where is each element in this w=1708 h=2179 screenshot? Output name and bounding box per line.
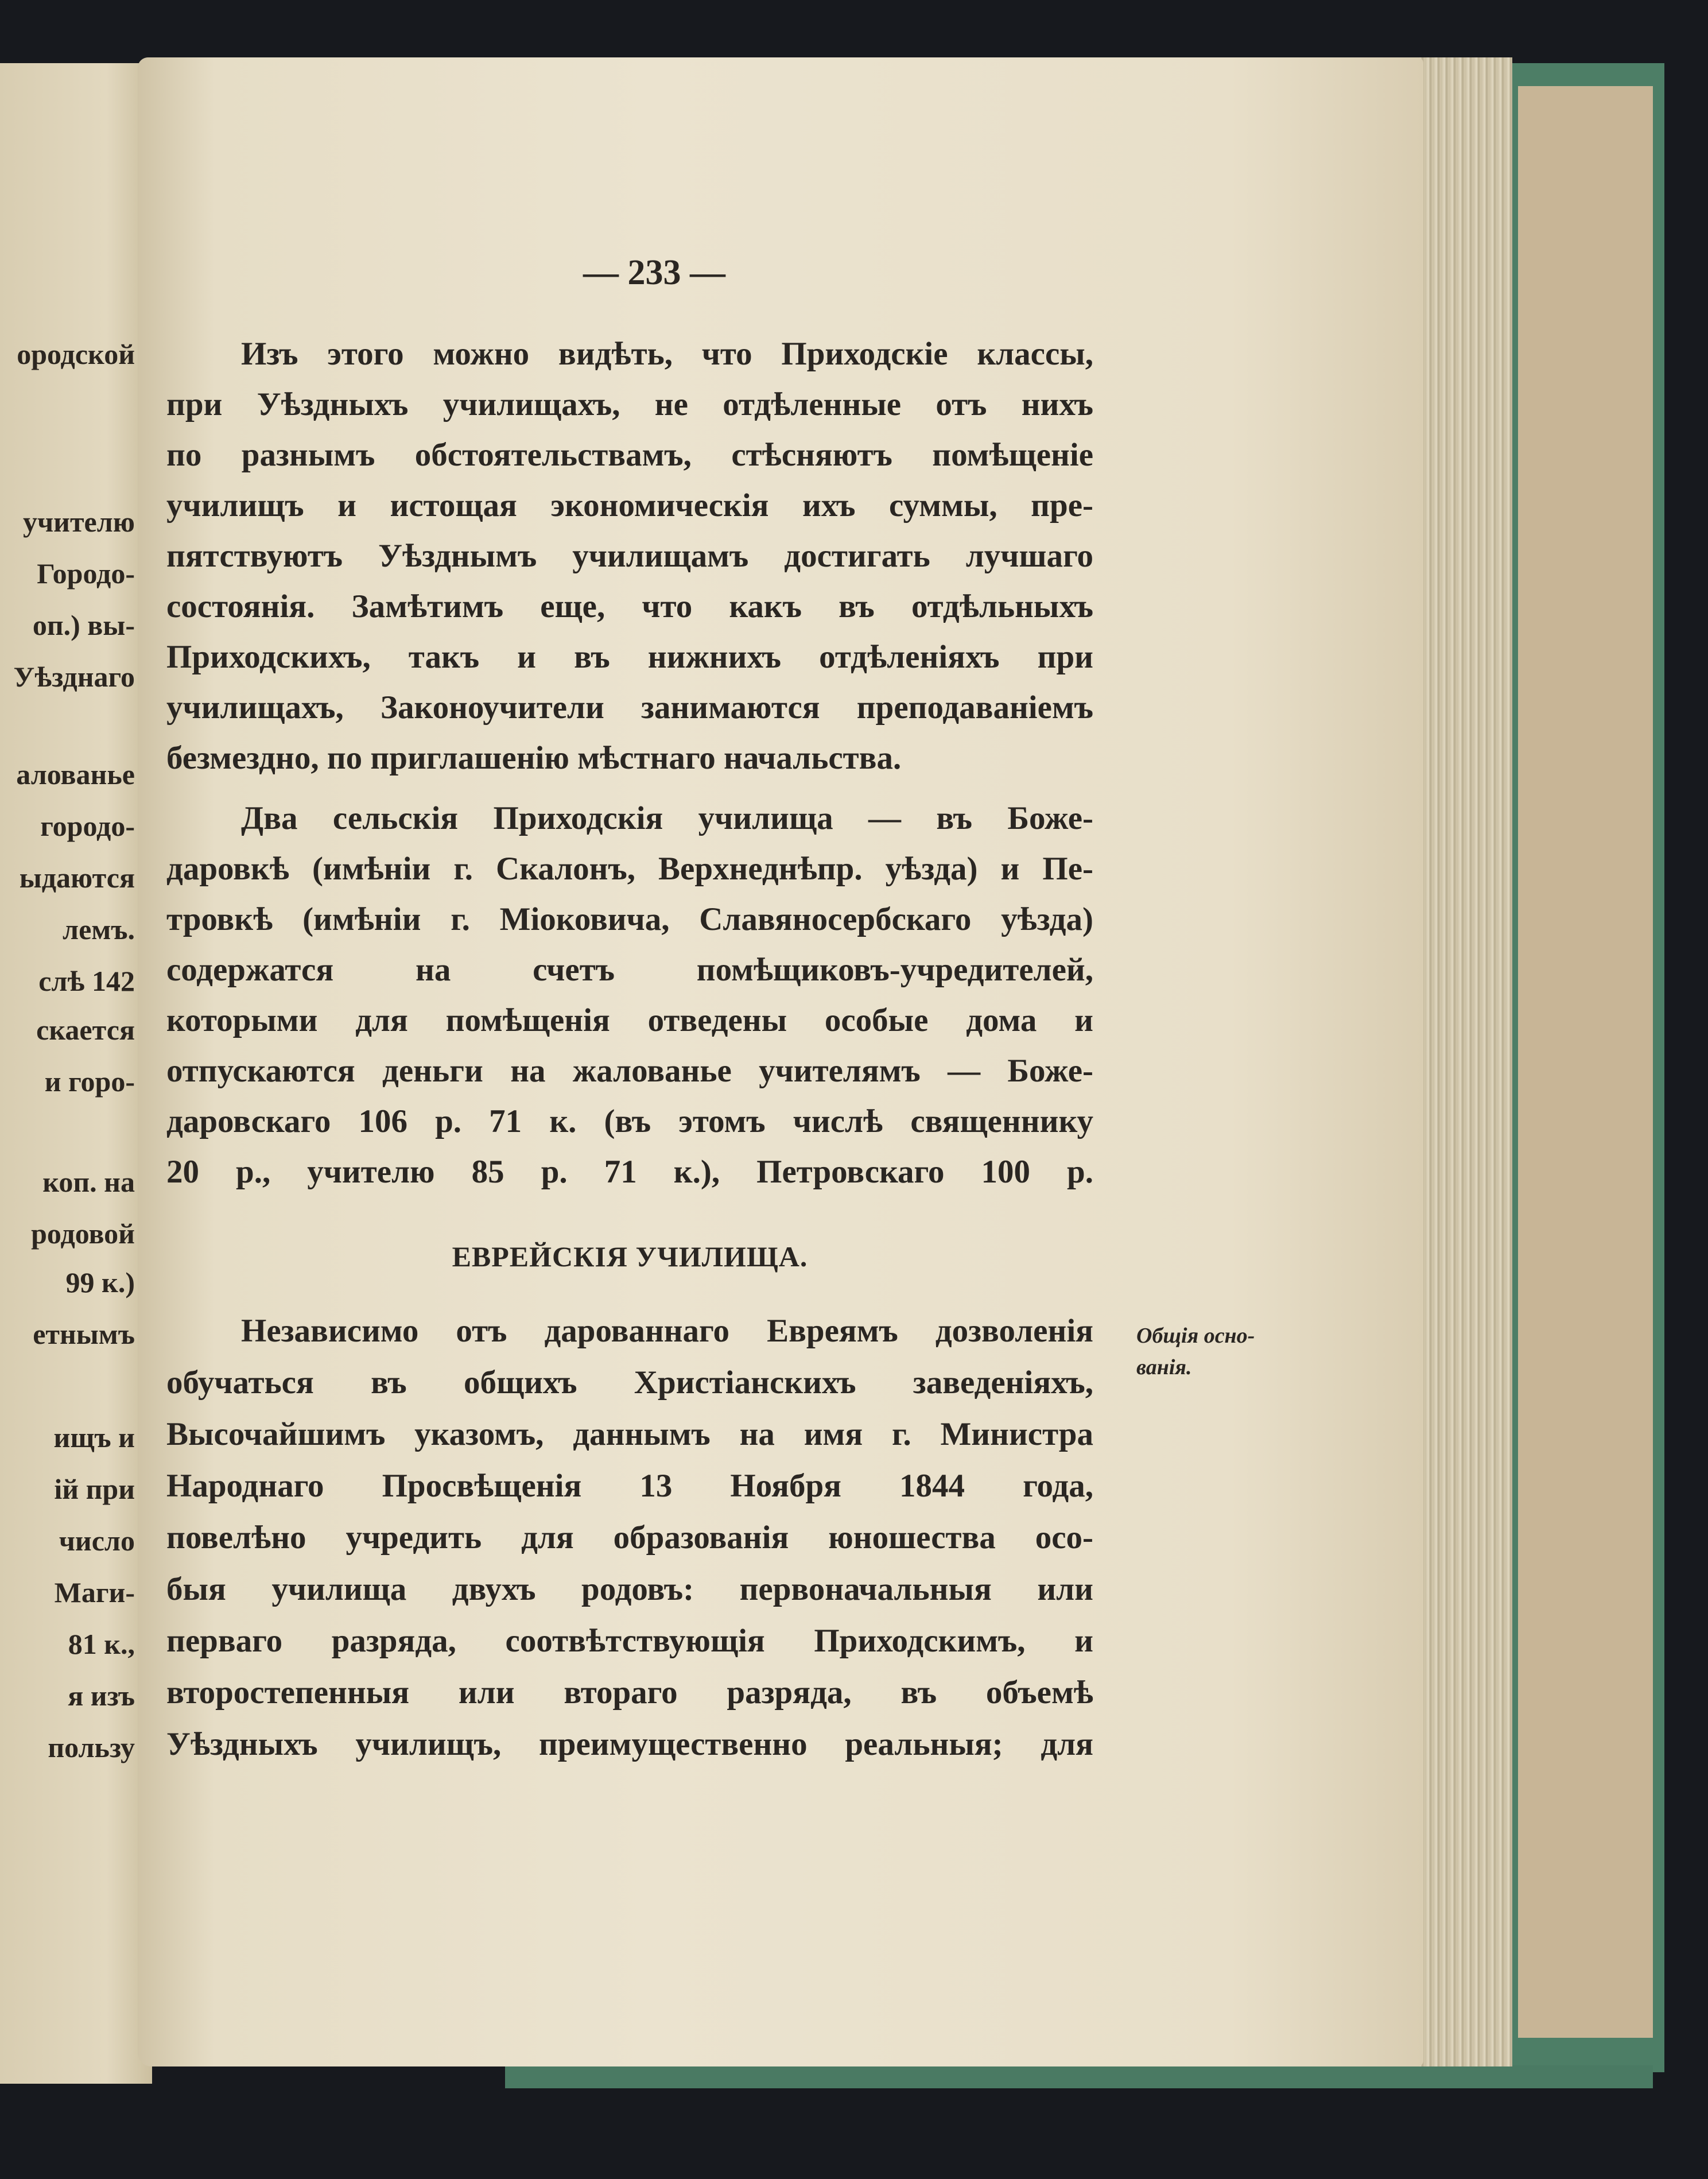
margin-note-line: Общія осно- [1136, 1324, 1255, 1348]
text-line: второстепенныя или втораго разряда, въ объемѣ [166, 1674, 1093, 1711]
left-page-line: родовой [31, 1218, 135, 1250]
left-page-line: 81 к., [68, 1628, 135, 1660]
text-line: даровскаго 106 р. 71 к. (въ этомъ числѣ священнику [166, 1103, 1093, 1139]
left-page-line: Маги- [54, 1576, 135, 1608]
text-line: по разнымъ обстоятельствамъ, стѣсняютъ помѣщеніе [166, 437, 1093, 473]
text-line: Народнаго Просвѣщенія 13 Ноября 1844 года, [166, 1468, 1093, 1504]
left-page-line: число [59, 1525, 135, 1557]
text-line: 20 р., учителю 85 р. 71 к.), Петровскаго 100 р. [166, 1154, 1093, 1190]
left-page-line: етнымъ [33, 1318, 135, 1350]
left-page-line: я изъ [68, 1680, 135, 1712]
left-page-line: городо- [40, 810, 135, 842]
left-page-line: ыдаются [19, 862, 135, 894]
left-page-line: алованье [16, 758, 135, 790]
text-line: содержатся на счетъ помѣщиковъ-учредителей, [166, 952, 1093, 988]
margin-note-line: ванія. [1136, 1355, 1192, 1379]
left-page-line: Городо- [37, 557, 135, 590]
text-line: повелѣно учредить для образованія юношества осо- [166, 1519, 1093, 1556]
text-line: пятствуютъ Уѣзднымъ училищамъ достигать лучшаго [166, 538, 1093, 574]
section-heading: ЕВРЕЙСКІЯ УЧИЛИЩА. [452, 1240, 808, 1273]
left-page-line: скается [36, 1014, 135, 1046]
left-page-line: и горо- [44, 1065, 135, 1098]
text-line: Высочайшимъ указомъ, даннымъ на имя г. Министра [166, 1416, 1093, 1452]
text-line: при Уѣздныхъ училищахъ, не отдѣленные отъ нихъ [166, 386, 1093, 422]
text-line: училищъ и истощая экономическія ихъ суммы, пре- [166, 487, 1093, 524]
left-page-line: оп.) вы- [32, 609, 135, 641]
page-number: — 233 — [583, 253, 725, 292]
left-page [0, 63, 152, 2084]
text-line: Два сельскія Приходскія училища — въ Боже- [241, 800, 1093, 836]
left-page-line: Уѣзднаго [13, 661, 135, 693]
text-line: безмездно, по приглашенію мѣстнаго начальства. [166, 740, 902, 776]
text-line: тровкѣ (имѣніи г. Міоковича, Славяносербскаго уѣзда) [166, 901, 1093, 937]
text-line: Уѣздныхъ училищъ, преимущественно реальныя; для [166, 1726, 1093, 1762]
text-line: даровкѣ (имѣніи г. Скалонъ, Верхнеднѣпр. уѣзда) и Пе- [166, 851, 1093, 887]
book-back-board [1518, 86, 1653, 2038]
text-line: Приходскихъ, такъ и въ нижнихъ отдѣленіяхъ при [166, 639, 1093, 675]
left-page-line: слѣ 142 [38, 965, 135, 997]
left-page-line: лемъ. [63, 913, 135, 945]
left-page-line: пользу [48, 1731, 135, 1763]
text-line: обучаться въ общихъ Христіанскихъ заведеніяхъ, [166, 1364, 1093, 1401]
text-line: Независимо отъ дарованнаго Евреямъ дозволенія [241, 1313, 1093, 1349]
left-page-line: коп. на [42, 1166, 135, 1198]
left-page-line: ищъ и [53, 1421, 135, 1453]
text-line: перваго разряда, соотвѣтствующія Приходскимъ, и [166, 1623, 1093, 1659]
text-line: училищахъ, Законоучители занимаются преподаваніемъ [166, 689, 1093, 726]
left-page-line: учителю [22, 506, 135, 538]
left-page-line: 99 к.) [65, 1266, 135, 1298]
text-line: состоянія. Замѣтимъ еще, что какъ въ отдѣльныхъ [166, 588, 1093, 625]
text-line: быя училища двухъ родовъ: первоначальныя или [166, 1571, 1093, 1607]
text-line: которыми для помѣщенія отведены особые дома и [166, 1002, 1093, 1038]
text-line: отпускаются деньги на жалованье учителямъ — Боже- [166, 1053, 1093, 1089]
page-edges [1409, 57, 1512, 2066]
text-line: Изъ этого можно видѣть, что Приходскіе классы, [241, 336, 1093, 372]
left-page-line: ій при [54, 1473, 135, 1505]
book-bottom-cover [505, 2065, 1653, 2088]
left-page-line: ородской [17, 338, 135, 370]
